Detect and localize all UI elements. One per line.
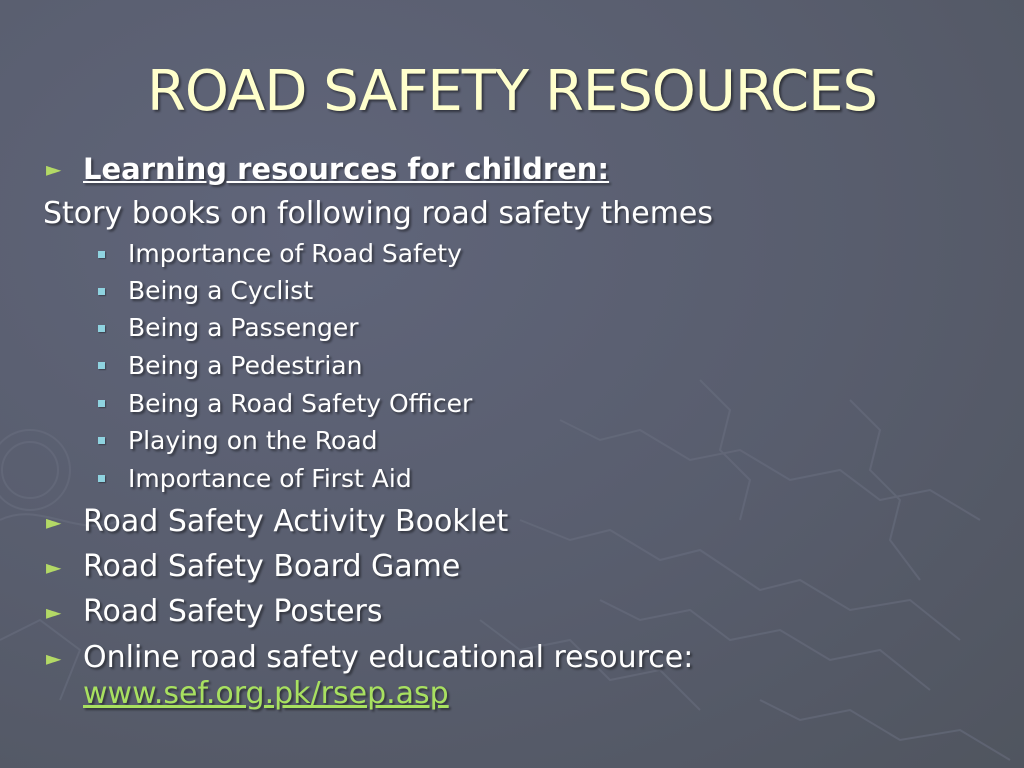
square-bullet-icon	[98, 362, 105, 369]
theme-item: Being a Pedestrian	[128, 351, 363, 380]
story-books-intro: Story books on following road safety themes	[43, 196, 714, 231]
triangle-arrow-icon: ►	[46, 555, 62, 579]
square-bullet-icon	[98, 325, 105, 332]
theme-item: Playing on the Road	[128, 426, 378, 455]
theme-item: Importance of Road Safety	[128, 239, 462, 268]
square-bullet-icon	[98, 475, 105, 482]
triangle-arrow-icon: ►	[46, 646, 62, 670]
square-bullet-icon	[98, 288, 105, 295]
square-bullet-icon	[98, 437, 105, 444]
resource-item: Road Safety Activity Booklet	[83, 504, 509, 539]
square-bullet-icon	[98, 251, 105, 258]
theme-item: Importance of First Aid	[128, 464, 412, 493]
theme-item: Being a Cyclist	[128, 276, 314, 305]
online-resource-link[interactable]: www.sef.org.pk/rsep.asp	[83, 676, 449, 711]
theme-item: Being a Passenger	[128, 313, 359, 342]
resource-item: Road Safety Posters	[83, 594, 383, 629]
resources-heading: Learning resources for children:	[83, 152, 610, 186]
resource-item: Road Safety Board Game	[83, 549, 461, 584]
triangle-arrow-icon: ►	[46, 510, 62, 534]
theme-item: Being a Road Safety Officer	[128, 389, 473, 418]
slide-title: ROAD SAFETY RESOURCES	[147, 59, 877, 124]
triangle-arrow-icon: ►	[46, 600, 62, 624]
square-bullet-icon	[98, 400, 105, 407]
online-resource-label: Online road safety educational resource:	[83, 640, 694, 675]
triangle-arrow-icon: ►	[46, 157, 62, 181]
